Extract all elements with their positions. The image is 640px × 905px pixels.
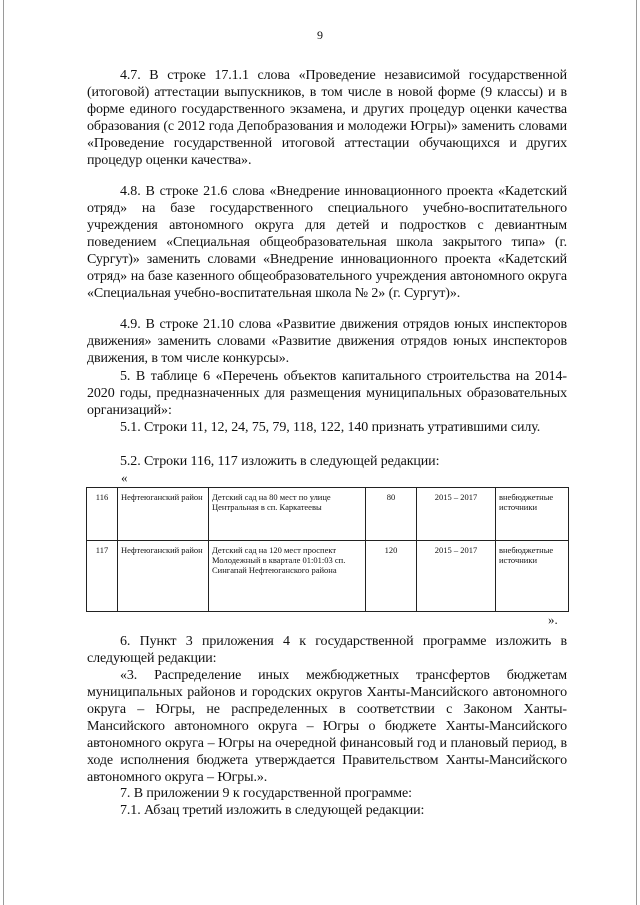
right-scan-edge [636, 0, 637, 905]
left-scan-edge [3, 0, 4, 905]
paragraph-5-2: 5.2. Строки 116, 117 изложить в следующей редакции: [120, 454, 440, 469]
paragraph-4-9: 4.9. В строке 21.10 слова «Развитие движения отрядов юных инспекторов движения» заменить словами «Развитие движения отрядов юных инспекторов движения, в том числе конкурсы». [87, 317, 567, 366]
table-closing-quote: ». [548, 612, 558, 627]
paragraph-4-8: 4.8. В строке 21.6 слова «Внедрение инновационного проекта «Кадетский отряд» на базе государственного специального учебно-воспитательного учреждения автономного округа для детей и подростков с девиантным поведением «Специальная общеобразовательная школа закрытого типа» (г. Сургут)» заменить словами «Внедрение инновационного проекта «Кадетский отряд» на базе казенного общеобразовательного учреждения автономного округа «Специальная учебно-воспитательная школа № 2» (г. Сургут)». [87, 184, 567, 301]
funding-source-cell: внебюджетные источники [496, 488, 569, 541]
object-name-cell: Детский сад на 80 мест по улице Центральная в сп. Каркатеевы [209, 488, 366, 541]
page-number: 9 [317, 28, 323, 42]
funding-source-cell: внебюджетные источники [496, 541, 569, 612]
table-opening-quote: « [121, 470, 128, 485]
paragraph-5-1: 5.1. Строки 11, 12, 24, 75, 79, 118, 122, 140 признать утратившими силу. [120, 420, 541, 435]
row-number-cell: 116 [87, 488, 118, 541]
capital-construction-table [86, 487, 569, 612]
district-cell: Нефтеюганский район [118, 541, 209, 612]
capacity-cell: 80 [366, 488, 417, 541]
district-cell: Нефтеюганский район [118, 488, 209, 541]
paragraph-6: 6. Пункт 3 приложения 4 к государственной программе изложить в следующей редакции: [87, 634, 567, 666]
paragraph-4-7: 4.7. В строке 17.1.1 слова «Проведение независимой государственной (итоговой) аттестации выпускников, в том числе в новой форме (9 классы) и в форме единого государственного экзамена, и других процедур оценки качества образования (с 2012 года Депобразования и молодежи Югры)» заменить словами «Проведение государственной итоговой аттестации обучающихся и других процедур оценки качества». [87, 68, 567, 168]
capacity-cell: 120 [366, 541, 417, 612]
period-cell: 2015 – 2017 [417, 488, 496, 541]
object-name-cell: Детский сад на 120 мест проспект Молодежный в квартале 01:01:03 сп. Сингапай Нефтеюганского района [209, 541, 366, 612]
paragraph-7: 7. В приложении 9 к государственной программе: [120, 786, 412, 801]
table-row [87, 541, 569, 612]
row-number-cell: 117 [87, 541, 118, 612]
paragraph-quoted-3: «3. Распределение иных межбюджетных трансфертов бюджетам муниципальных районов и городских округов Ханты-Мансийского автономного округа – Югры, не распределенных в соответствии с Законом Ханты-Мансийского автономного округа – Югры о бюджете Ханты-Мансийского автономного округа – Югры на очередной финансовый год и плановый период, в ходе исполнения бюджета утверждается Правительством Ханты-Мансийского автономного округа – Югры.». [87, 668, 567, 785]
table-row [87, 488, 569, 541]
period-cell: 2015 – 2017 [417, 541, 496, 612]
paragraph-7-1: 7.1. Абзац третий изложить в следующей редакции: [120, 803, 425, 818]
paragraph-5: 5. В таблице 6 «Перечень объектов капитального строительства на 2014-2020 годы, предназначенных для размещения муниципальных образовательных организаций»: [87, 369, 567, 418]
